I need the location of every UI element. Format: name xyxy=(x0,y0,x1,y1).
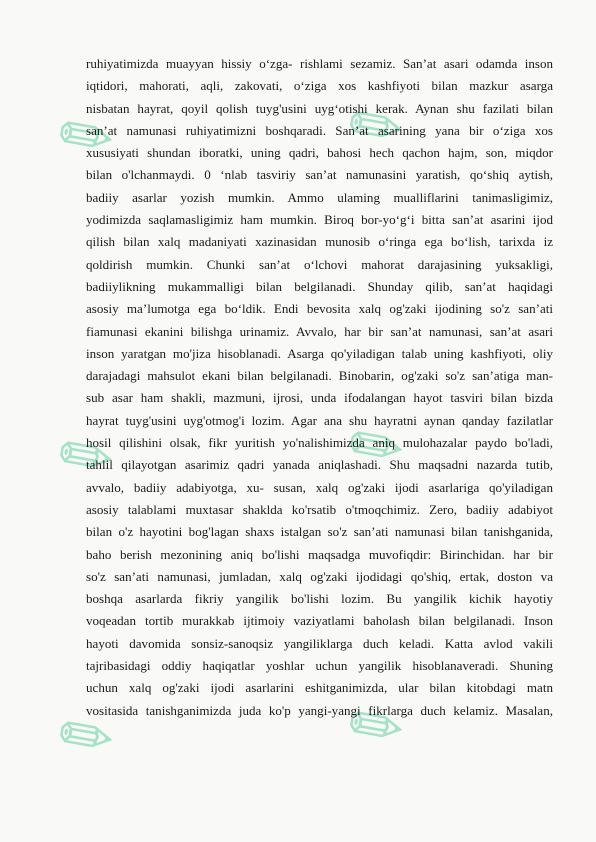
watermark-mark: ✎ xyxy=(333,82,420,172)
text-line: tajribasidagi oddiy haqiqatlar yoshlar uchun yangilik hisoblanaveradi. Shuning xyxy=(86,658,553,674)
document-body xyxy=(86,53,553,722)
watermark-mark: ✎ xyxy=(43,92,130,182)
text-line: inson yaratgan mo'jiza hisoblanadi. Asarga qo'yiladigan talab uning kashfiyoti, oliy xyxy=(86,345,553,361)
text-line: tahlil qilayotgan asarimiz qadri yanada aniqlashadi. Shu maqsadni nazarda tutib, xyxy=(86,457,553,473)
text-line: asosiy talablami muxtasar shaklda ko'rsatib o'tmoqchimiz. Zero, badiiy adabiyot xyxy=(86,501,553,517)
text-line: so'z san’ati namunasi, jumladan, xalq og'zaki ijodidagi qo'shiq, ertak, doston va xyxy=(86,568,553,584)
text-line: nisbatan hayrat, qoyil qolish tuyg'usini uyg‘otishi kerak. Aynan shu fazilati bilan xyxy=(86,100,553,116)
text-line: san’at namunasi ruhiyatimizni boshqaradi. San’at asarining yana bir o‘ziga xos xyxy=(86,122,553,138)
text-line: bilan o'z hayotini bog'lagan shaxs istalgan so'z san’ati namunasi bilan tanishganida, xyxy=(86,524,553,540)
text-line: hayrat tuyg'usini uyg'otmog'i lozim. Agar ana shu hayratni aynan qanday fazilatlar xyxy=(86,412,553,428)
text-line: xususiyati shundan iboratki, uning qadri, bahosi hech qachon hajm, son, miqdor xyxy=(86,145,553,161)
text-line: darajadagi mahsulot ekani bilan belgilanadi. Binobarin, og'zaki so'z san’atiga man- xyxy=(86,368,553,384)
watermark-mark: ✎ xyxy=(43,412,130,502)
text-line: sub asar ham shakli, mazmuni, ijrosi, unda ifodalangan hayot tasviri bilan bizda xyxy=(86,390,553,406)
text-line: qoldirish mumkin. Chunki san’at o‘lchovi mahorat darajasining yuksakligi, xyxy=(86,256,553,272)
text-line: voqeadan tortib murakkab ijtimoiy vaziyatlami baholash bilan belgilanadi. Inson xyxy=(86,613,553,629)
watermark-mark: ✎ xyxy=(43,692,130,782)
text-line: qilish bilan xalq madaniyati xazinasidan munosib o‘ringa ega bo‘lish, tarixda iz xyxy=(86,234,553,250)
text-line: hosil qilishini olsak, fikr yuritish yo'nalishimizda aniq mulohazalar paydo bo'ladi, xyxy=(86,435,553,451)
text-line: boshqa asarlarda fikriy yangilik bo'lishi lozim. Bu yangilik kichik hayotiy xyxy=(86,591,553,607)
watermark-mark: ✎ xyxy=(333,402,420,492)
text-line: ruhiyatimizda muayyan hissiy o‘zga- rishlami sezamiz. San’at asari odamda inson xyxy=(86,56,553,71)
text-line: baho berish mezonining aniq bo'lishi maqsadga muvofiqdir: Birinchidan. har bir xyxy=(86,546,553,562)
text-line: fiamunasi ekanini bilishga urinamiz. Avvalo, har bir san’at namunasi, san’at asari xyxy=(86,323,553,339)
text-line: avvalo, badiiy adabiyotga, xu- susan, xalq og'zaki ijodi asarlariga qo'yiladigan xyxy=(86,479,553,495)
text-line: uchun xalq og'zaki ijodi asarlarini eshitganimizda, ular bilan kitobdagi matn xyxy=(86,680,553,696)
watermark-mark: ✎ xyxy=(333,682,420,772)
text-line: bilan o'lchanmaydi. 0 ‘nlab tasviriy san’at namunasini yaratish, qo‘shiq aytish, xyxy=(86,167,553,183)
text-line: badiiy asarlar yozish mumkin. Ammo ulaming mualliflarini tanimasligimiz, xyxy=(86,189,553,205)
text-line: iqtidori, mahorati, aqli, zakovati, o‘ziga xos kashfiyoti bilan mazkur asarga xyxy=(86,78,553,94)
text-line: vositasida tanishganimizda juda ko'p yangi-yangi fikrlarga duch kelamiz. Masalan, xyxy=(86,702,553,718)
text-line: yodimizda saqlamasligimiz ham mumkin. Biroq bor-yo‘g‘i bitta san’at asarini ijod xyxy=(86,212,553,228)
text-line: badiiylikning mukammalligi bilan belgilanadi. Shunday qilib, san’at haqidagi xyxy=(86,278,553,294)
text-line: asosiy ma’lumotga ega bo‘ldik. Endi bevosita xalq og'zaki ijodining so'z san’ati xyxy=(86,301,553,317)
text-line: hayoti davomida sonsiz-sanoqsiz yangiliklarga duch keladi. Katta avlod vakili xyxy=(86,635,553,651)
